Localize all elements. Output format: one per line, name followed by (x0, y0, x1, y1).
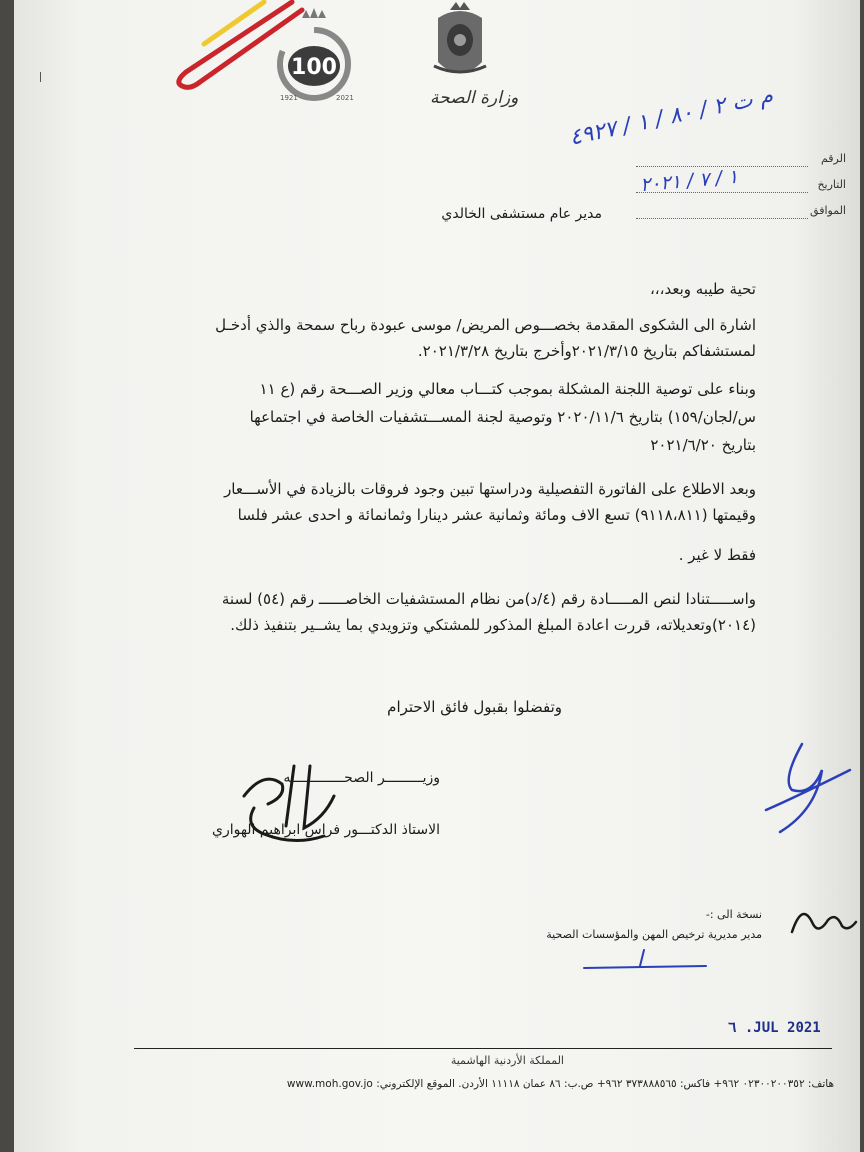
paragraph-line: واســـــتنادا لنص المـــــادة رقم (٤/د)من نظام المستشفيات الخاصــــــ رقم (٥٤) لسنة (221, 590, 756, 608)
footer-contact: هاتف: ٠٢٣٠٠٢٠٠٣٥٢ ٩٦٢+ فاكس: ٣٧٣٨٨٨٥٦٥ ٩٦٢+ ص.ب: ٨٦ عمان ١١١١٨ الأردن. الموقع الإلكتروني: www.moh.gov.jo (286, 1078, 834, 1090)
greeting: تحية طيبه وبعد،،، (649, 280, 756, 298)
copy-to-label: نسخة الى :- (705, 908, 762, 921)
closing: وتفضلوا بقبول فائق الاحترام (387, 698, 562, 716)
paragraph-line: لمستشفاكم بتاريخ ٢٠٢١/٣/١٥وأخرج بتاريخ ٢٠٢١/٣/٢٨. (417, 342, 756, 360)
reference-date-label: التاريخ (817, 178, 846, 191)
signatory-name: الاستاذ الدكتـــور فراس ابراهيم الهواري (212, 822, 440, 838)
ministry-name: وزارة الصحة (430, 88, 519, 108)
copy-to-recipient: مدير مديرية ترخيص المهن والمؤسسات الصحية (546, 928, 762, 941)
paragraph-line: س/لجان/١٥٩) بتاريخ ٢٠٢٠/١١/٦ وتوصية لجنة المســـتشفيات الخاصة في اجتماعها (249, 408, 756, 426)
paragraph-line: وقيمتها (٩١١٨،٨١١) تسع الاف ومائة وثمانية عشر دينارا وثمانمائة و احدى عشر فلسا (237, 506, 756, 524)
handwritten-reference-number: م ت ٢ / ٨٠ / ١ / ٤٩٢٧ (567, 83, 776, 151)
margin-mark (40, 72, 41, 82)
letter-sheet (14, 0, 860, 1152)
coat-of-arms-icon (430, 0, 490, 84)
centenary-emblem-icon (250, 4, 360, 104)
svg-text:2021: 2021 (336, 94, 354, 102)
paragraph-line: وبعد الاطلاع على الفاتورة التفصيلية ودراستها تبين وجود فروقات بالزيادة في الأســـعار (224, 480, 756, 498)
paragraph-line: بتاريخ ٢٠٢١/٦/٢٠ (650, 436, 756, 454)
reference-corresponding-line (636, 218, 808, 219)
svg-text:100: 100 (291, 55, 337, 80)
paragraph-line: فقط لا غير . (678, 546, 756, 564)
footer-divider (134, 1048, 832, 1049)
initials-signature-icon (782, 892, 860, 952)
paragraph-line: (٢٠١٤)وتعديلاته، قررت اعادة المبلغ المذكور للمشتكي وتزويدي بما يشــير بتنفيذ ذلك. (230, 616, 756, 634)
handwritten-signature-icon (752, 740, 856, 860)
minister-signature-icon (224, 756, 344, 856)
paragraph-line: اشارة الى الشكوى المقدمة بخصـــوص المريض/ موسى عبودة رباح سمحة والذي أدخـل (215, 316, 756, 334)
signatory-title: وزيـــــــــر الصحـــــــــــــه (283, 770, 440, 786)
reference-corresponding-label: الموافق (810, 204, 846, 217)
underline-scribble-icon (580, 946, 710, 976)
footer-country: المملكة الأردنية الهاشمية (450, 1054, 564, 1067)
received-stamp-date: ٦ .JUL 2021 (728, 1020, 821, 1036)
handwritten-date: ١ / ٧ / ٢٠٢١ (639, 165, 740, 197)
recipient: مدير عام مستشفى الخالدي (441, 206, 602, 222)
paragraph-line: وبناء على توصية اللجنة المشكلة بموجب كتـــاب معالي وزير الصـــحة رقم (ع ١١ (259, 380, 756, 398)
svg-text:1921: 1921 (280, 94, 298, 102)
reference-number-label: الرقم (820, 152, 846, 165)
